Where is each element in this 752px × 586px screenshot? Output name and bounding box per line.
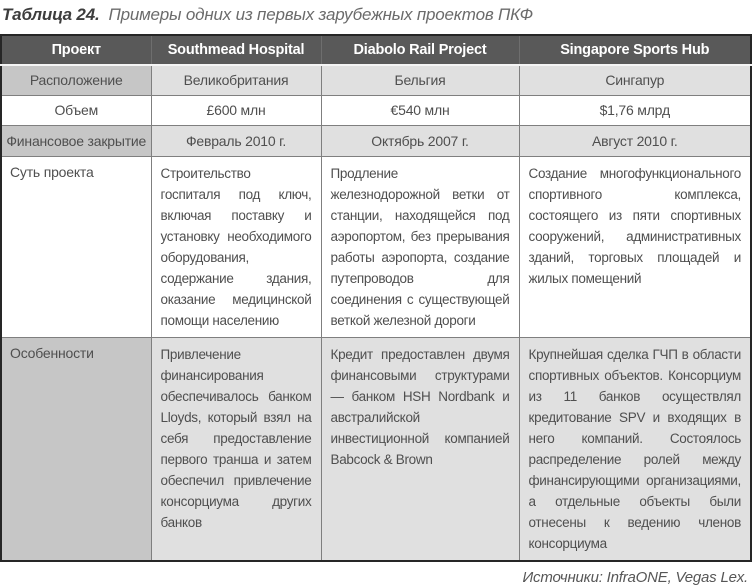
cell-location-diabolo: Бельгия	[321, 65, 519, 95]
table-row-volume	[1, 95, 751, 125]
table-row-financial-close	[1, 125, 751, 156]
table-caption-number: Таблица 24.	[2, 5, 100, 24]
table-row-location	[1, 65, 751, 95]
header-cell-project: Проект	[1, 35, 151, 65]
cell-financial-close-diabolo: Октябрь 2007 г.	[321, 125, 519, 156]
cell-volume-diabolo: €540 млн	[321, 95, 519, 125]
projects-comparison-table	[0, 34, 752, 562]
cell-features-diabolo: Кредит предоставлен двумя финансовыми структурами — банком HSH Nordbank и австралийской инвестиционной компанией Babcock & Brown	[321, 337, 519, 561]
cell-volume-singapore: $1,76 млрд	[519, 95, 751, 125]
table-caption-text: Примеры одних из первых зарубежных проектов ПКФ	[108, 5, 533, 24]
cell-location-southmead: Великобритания	[151, 65, 321, 95]
row-label-financial-close: Финансовое закрытие	[1, 125, 151, 156]
cell-volume-southmead: £600 млн	[151, 95, 321, 125]
cell-essence-southmead: Строительство госпиталя под ключ, включая поставку и установку необходимого оборудования, содержание здания, оказание медицинской помощи населению	[151, 156, 321, 337]
cell-location-singapore: Сингапур	[519, 65, 751, 95]
table-header-row	[1, 35, 751, 65]
table-row-project-essence	[1, 156, 751, 337]
table-caption	[2, 4, 750, 26]
cell-essence-diabolo: Продление железнодорожной ветки от станции, находящейся под аэропортом, без прерывания работы аэропорта, создание путепроводов для соединения с существующей веткой железной дороги	[321, 156, 519, 337]
row-label-features: Особенности	[1, 337, 151, 561]
table-row-features	[1, 337, 751, 561]
cell-financial-close-southmead: Февраль 2010 г.	[151, 125, 321, 156]
sources-note: Источники: InfraONE, Vegas Lex.	[522, 568, 748, 586]
page	[0, 4, 750, 586]
header-cell-singapore-sports-hub: Singapore Sports Hub	[519, 35, 751, 65]
header-cell-southmead-hospital: Southmead Hospital	[151, 35, 321, 65]
header-cell-diabolo-rail-project: Diabolo Rail Project	[321, 35, 519, 65]
cell-financial-close-singapore: Август 2010 г.	[519, 125, 751, 156]
cell-features-singapore: Крупнейшая сделка ГЧП в области спортивных объектов. Консорциум из 11 банков осуществлял кредитование SPV и входящих в него компаний. Состоялось распределение ролей между финансирующими организациями, а отдельные объекты были отнесены к ведению членов консорциума	[519, 337, 751, 561]
row-label-volume: Объем	[1, 95, 151, 125]
cell-features-southmead: Привлечение финансирования обеспечивалось банком Lloyds, который взял на себя предоставление первого транша и затем обеспечил привлечение консорциума других банков	[151, 337, 321, 561]
row-label-location: Расположение	[1, 65, 151, 95]
row-label-project-essence: Суть проекта	[1, 156, 151, 337]
cell-essence-singapore: Создание многофункционального спортивного комплекса, состоящего из пяти спортивных сооружений, административных зданий, торговых площадей и жилых помещений	[519, 156, 751, 337]
